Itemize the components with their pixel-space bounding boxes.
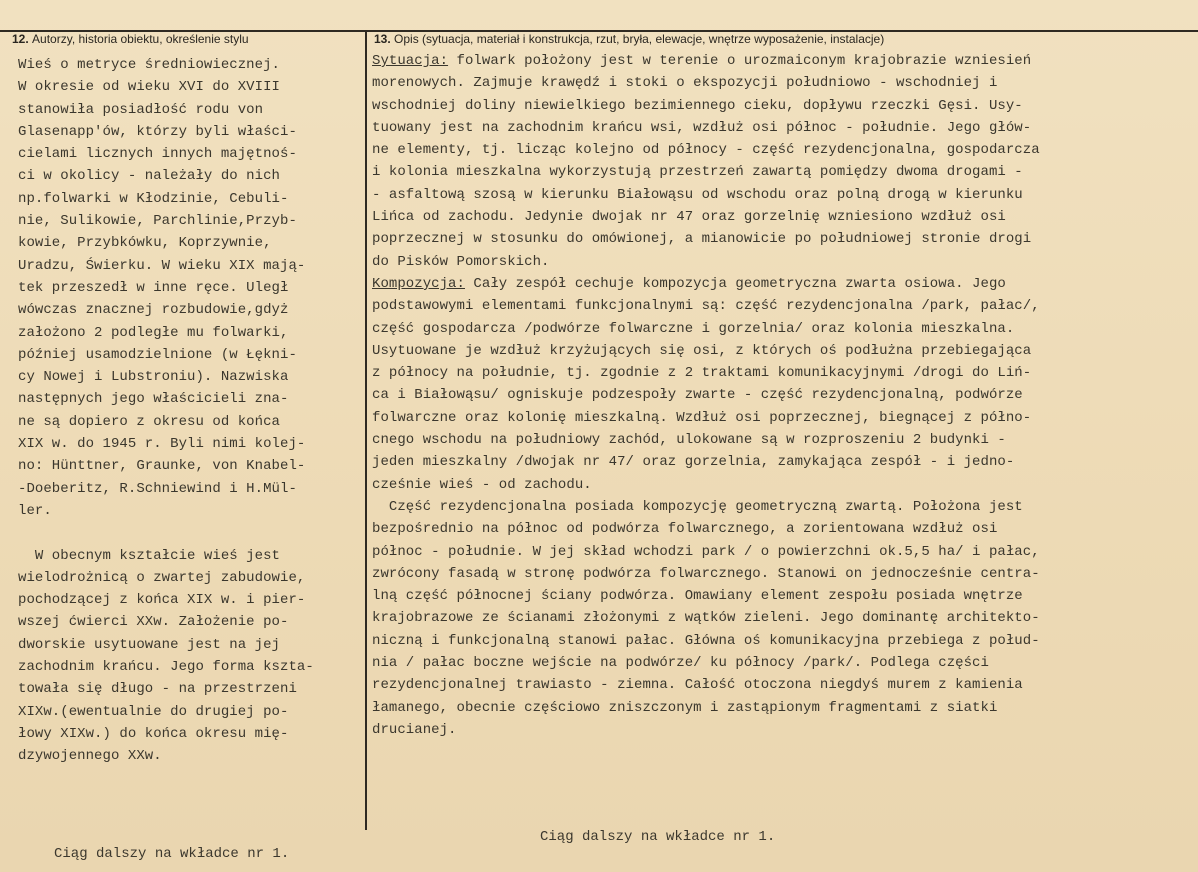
text-line: rezydencjonalnej trawiasto - ziemna. Całość otoczona niegdyś murem z kamienia	[372, 677, 1023, 694]
text-line: ci w okolicy - należały do nich	[18, 168, 280, 185]
text-line: cy Nowej i Lubstroniu). Nazwiska	[18, 369, 289, 386]
text-line: Część rezydencjonalna posiada kompozycję geometryczną zwartą. Położona jest	[372, 498, 1023, 515]
text-line: następnych jego właścicieli zna-	[18, 391, 289, 408]
text-line: tek przeszedł w inne ręce. Uległ	[18, 279, 289, 296]
right-section-heading	[374, 32, 884, 46]
text-line: łamanego, obecnie częściowo zniszczonym i zastąpionym fragmentami z siatki	[372, 699, 998, 716]
text-line: niczną i funkcjonalną stanowi pałac. Główna oś komunikacyjna przebiega z połud-	[372, 632, 1040, 649]
text-line: nia / pałac boczne wejście na podwórze/ ku północy /park/. Podlega części	[372, 655, 989, 672]
text-line: zwrócony fasadą w stronę podwórza folwarcznego. Stanowi on jednocześnie centra-	[372, 565, 1040, 582]
text-line: z północy na południe, tj. zgodnie z 2 traktami komunikacyjnymi /drogi do Liń-	[372, 365, 1032, 382]
text-line: XIX w. do 1945 r. Byli nimi kolej-	[18, 436, 306, 453]
text-line: Sytuacja: folwark położony jest w terenie o urozmaiconym krajobrazie wzniesień	[372, 53, 1032, 69]
text-line: ca i Białowąsu/ ogniskuje podzespoły zwarte - część rezydencjonalną, podwórze	[372, 387, 1023, 404]
text-line: -Doeberitz, R.Schniewind i H.Mül-	[18, 480, 297, 497]
subsection-label: Sytuacja:	[372, 53, 449, 69]
text-line: - asfaltową szosą w kierunku Białowąsu od wschodu oraz polną drogą w kierunku	[372, 186, 1023, 203]
text-line: bezpośrednio na północ od podwórza folwarcznego, a zorientowana wzdłuż osi	[372, 521, 998, 538]
text-line: pochodzącej z końca XIX w. i pier-	[18, 592, 306, 609]
text-line: stanowiła posiadłość rodu von	[18, 101, 264, 118]
text-line: W okresie od wieku XVI do XVIII	[18, 79, 280, 96]
text-line: zachodnim krańcu. Jego forma kszta-	[18, 659, 314, 676]
text-line	[18, 522, 358, 544]
text-line: XIXw.(ewentualnie do drugiej po-	[18, 703, 289, 720]
text-line: łowy XIXw.) do końca okresu mię-	[18, 725, 289, 742]
text-line: wówczas znacznej rozbudowie,gdyż	[18, 302, 289, 319]
text-line: kowie, Przybkówku, Koprzywnie,	[18, 235, 272, 252]
text-line: północ - południe. W jej skład wchodzi park / o powierzchni ok.5,5 ha/ i pałac,	[372, 543, 1040, 560]
text-line: Uradzu, Świerku. W wieku XIX mają-	[18, 257, 306, 274]
text-line: cześnie wieś - od zachodu.	[372, 476, 592, 493]
right-section-title: Opis (sytuacja, materiał i konstrukcja, rzut, bryła, elewacje, wnętrze wyposażenie, instalacje)	[394, 32, 885, 46]
text-line: ne elementy, tj. licząc kolejno od północy - część rezydencjonalna, gospodarcza	[372, 142, 1040, 159]
text-line: i kolonia mieszkalna wykorzystują przestrzeń zawartą pomiędzy dwoma drogami -	[372, 164, 1023, 181]
text-line: towała się długo - na przestrzeni	[18, 681, 297, 698]
subsection-label: Kompozycja:	[372, 275, 465, 292]
left-section-body	[18, 54, 358, 768]
text-line: dzywojennego XXw.	[18, 748, 162, 765]
text-line: folwarczne oraz kolonię mieszkalną. Wzdłuż osi poprzecznej, biegnącej z półno-	[372, 409, 1032, 426]
text-line: tuowany jest na zachodnim krańcu wsi, wzdłuż osi północ - południe. Jego głów-	[372, 119, 1032, 136]
text-line: do Pisków Pomorskich.	[372, 253, 550, 270]
text-line: Lińca od zachodu. Jedynie dwojak nr 47 oraz gorzelnię wzniesiono wzdłuż osi	[372, 209, 1006, 226]
right-continuation-note: Ciąg dalszy na wkładce nr 1.	[540, 829, 776, 845]
left-section-number: 12.	[12, 32, 29, 46]
text-line: wielodrożnicą o zwartej zabudowie,	[18, 569, 306, 586]
text-line: cnego wschodu na południowy zachód, ulokowane są w rozproszeniu 2 budynki -	[372, 432, 1006, 449]
text-line: no: Hünttner, Graunke, von Knabel-	[18, 458, 306, 475]
text-line: wschodniej doliny niewielkiego bezimiennego cieku, dopływu rzeczki Gęsi. Usy-	[372, 97, 1023, 114]
text-line: drucianej.	[372, 721, 457, 738]
text-line: poprzecznej w stosunku do omówionej, a mianowicie po południowej stronie drogi	[372, 231, 1032, 248]
left-continuation-note: Ciąg dalszy na wkładce nr 1.	[54, 846, 290, 862]
left-section-heading	[12, 32, 249, 46]
column-divider	[365, 30, 367, 830]
text-line: wszej ćwierci XXw. Założenie po-	[18, 614, 289, 631]
text-line: Kompozycja: Cały zespół cechuje kompozycja geometryczna zwarta osiowa. Jego	[372, 275, 1006, 292]
text-line: krajobrazowe ze ścianami złożonymi z wątków zieleni. Jego dominantę architekto-	[372, 610, 1040, 627]
text-line: np.folwarki w Kłodzinie, Cebuli-	[18, 190, 289, 207]
text-line: cielami licznych innych majętnoś-	[18, 146, 297, 163]
left-section-title: Autorzy, historia obiektu, określenie stylu	[32, 32, 249, 46]
text-line: W obecnym kształcie wieś jest	[18, 547, 280, 564]
text-line: podstawowymi elementami funkcjonalnymi są: część rezydencjonalna /park, pałac/,	[372, 298, 1040, 315]
text-line: założono 2 podległe mu folwarki,	[18, 324, 289, 341]
text-line: lną część północnej ściany podwórza. Omawiany element zespołu posiada wnętrze	[372, 588, 1023, 605]
text-line: jeden mieszkalny /dwojak nr 47/ oraz gorzelnia, zamykająca zespół - i jedno-	[372, 454, 1015, 471]
text-line: część gospodarcza /podwórze folwarczne i gorzelnia/ oraz kolonia mieszkalna.	[372, 320, 1015, 337]
right-section-body	[372, 50, 1192, 741]
text-line: ler.	[18, 502, 52, 519]
text-line: Usytuowane je wzdłuż krzyżujących się osi, z których oś podłużna przebiegająca	[372, 342, 1032, 359]
text-line: nie, Sulikowie, Parchlinie,Przyb-	[18, 213, 297, 230]
text-line: później usamodzielnione (w Łękni-	[18, 346, 297, 363]
text-line: morenowych. Zajmuje krawędź i stoki o ekspozycji południowo - wschodniej i	[372, 75, 998, 92]
text-line: dworskie usytuowane jest na jej	[18, 636, 280, 653]
right-section-number: 13.	[374, 32, 391, 46]
text-line: Glasenapp'ów, którzy byli właści-	[18, 123, 297, 140]
text-line: ne są dopiero z okresu od końca	[18, 413, 280, 430]
text-line: Wieś o metryce średniowiecznej.	[18, 57, 280, 73]
